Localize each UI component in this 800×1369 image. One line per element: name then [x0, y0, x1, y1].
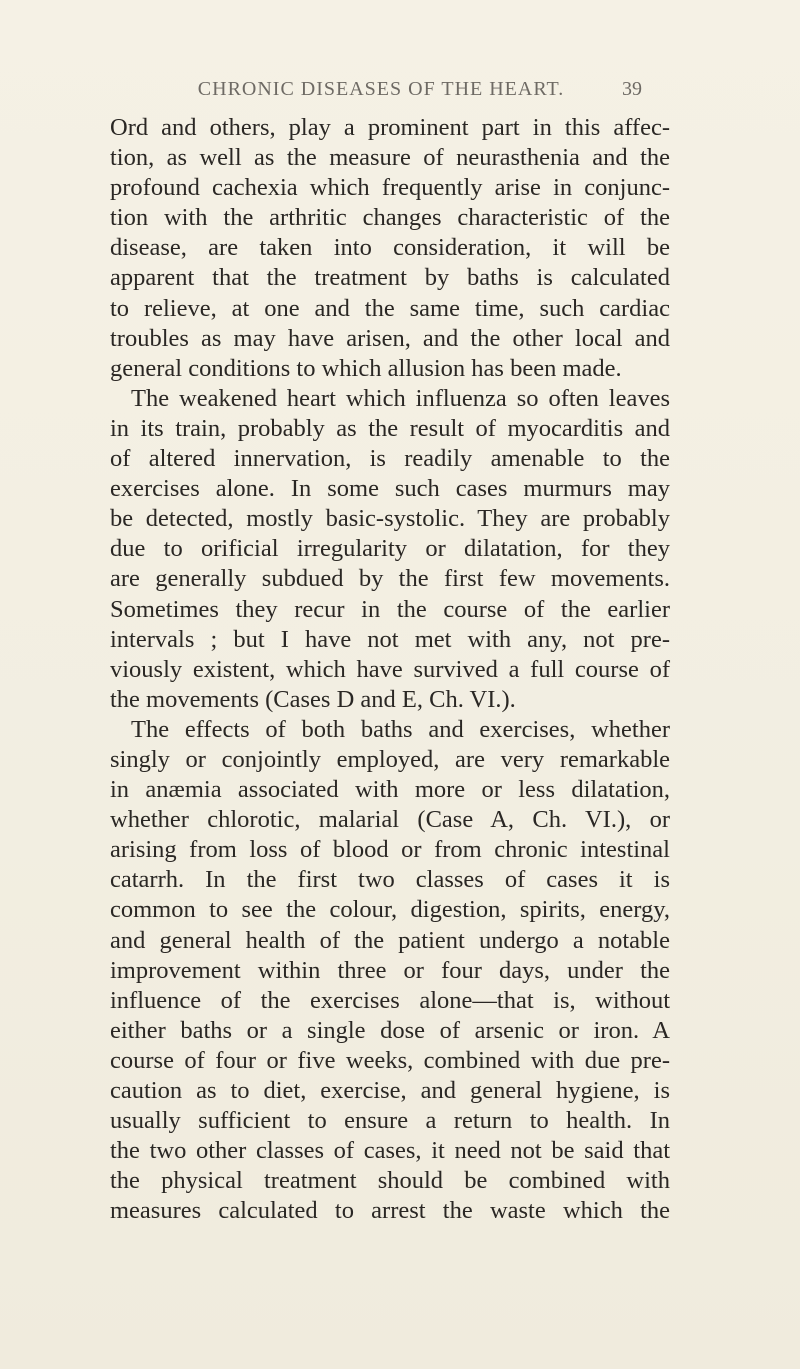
text-line: apparent that the treatment by baths is calculated — [110, 264, 670, 292]
text-line: singly or conjointly employed, are very remarkable — [110, 745, 670, 773]
text-line: The effects of both baths and exercises, whether — [131, 715, 670, 743]
text-line: influence of the exercises alone—that is, without — [110, 986, 670, 1014]
text-line: in anæmia associated with more or less dilatation, — [110, 776, 670, 804]
text-line: tion with the arthritic changes characteristic of the — [110, 204, 670, 232]
body-text — [110, 113, 670, 1226]
text-line: exercises alone. In some such cases murmurs may — [110, 475, 670, 503]
text-line: the two other classes of cases, it need not be said that — [110, 1137, 670, 1165]
text-line: in its train, probably as the result of myocarditis and — [110, 414, 670, 442]
text-line: disease, are taken into consideration, it will be — [110, 234, 670, 262]
page-number: 39 — [622, 78, 642, 100]
text-line: caution as to diet, exercise, and general hygiene, is — [110, 1077, 670, 1104]
text-line: and general health of the patient undergo a notable — [110, 926, 670, 954]
running-head: CHRONIC DISEASES OF THE HEART. — [197, 78, 565, 100]
text-line: are generally subdued by the first few movements. — [110, 565, 670, 593]
text-line: profound cachexia which frequently arise in conjunc- — [110, 174, 670, 202]
text-line: The weakened heart which influenza so often leaves — [131, 384, 670, 412]
text-line: common to see the colour, digestion, spirits, energy, — [110, 896, 670, 924]
text-line: arising from loss of blood or from chronic intestinal — [110, 836, 670, 864]
text-line: improvement within three or four days, under the — [110, 956, 670, 984]
text-line: catarrh. In the first two classes of cases it is — [110, 866, 670, 894]
text-line: intervals ; but I have not met with any, not pre- — [110, 625, 670, 653]
text-line: Ord and others, play a prominent part in this affec- — [110, 114, 670, 141]
text-line: troubles as may have arisen, and the other local and — [110, 324, 670, 352]
text-line: the physical treatment should be combined with — [110, 1167, 670, 1195]
text-line: tion, as well as the measure of neurasthenia and the — [110, 144, 670, 172]
text-line: course of four or five weeks, combined with due pre- — [110, 1046, 670, 1074]
text-line: whether chlorotic, malarial (Case A, Ch. VI.), or — [110, 806, 670, 834]
text-line: to relieve, at one and the same time, such cardiac — [110, 294, 670, 322]
text-line: due to orificial irregularity or dilatation, for they — [110, 535, 670, 563]
text-line: be detected, mostly basic-systolic. They are probably — [110, 505, 670, 533]
text-line: viously existent, which have survived a full course of — [110, 655, 670, 683]
text-line: either baths or a single dose of arsenic or iron. A — [110, 1016, 670, 1044]
text-line: general conditions to which allusion has been made. — [110, 354, 622, 382]
text-line: measures calculated to arrest the waste which the — [110, 1197, 670, 1225]
text-line: Sometimes they recur in the course of the earlier — [110, 595, 670, 623]
text-line: usually sufficient to ensure a return to health. In — [110, 1107, 670, 1135]
text-line: the movements (Cases D and E, Ch. VI.). — [110, 685, 516, 713]
text-line: of altered innervation, is readily amenable to the — [110, 445, 670, 473]
